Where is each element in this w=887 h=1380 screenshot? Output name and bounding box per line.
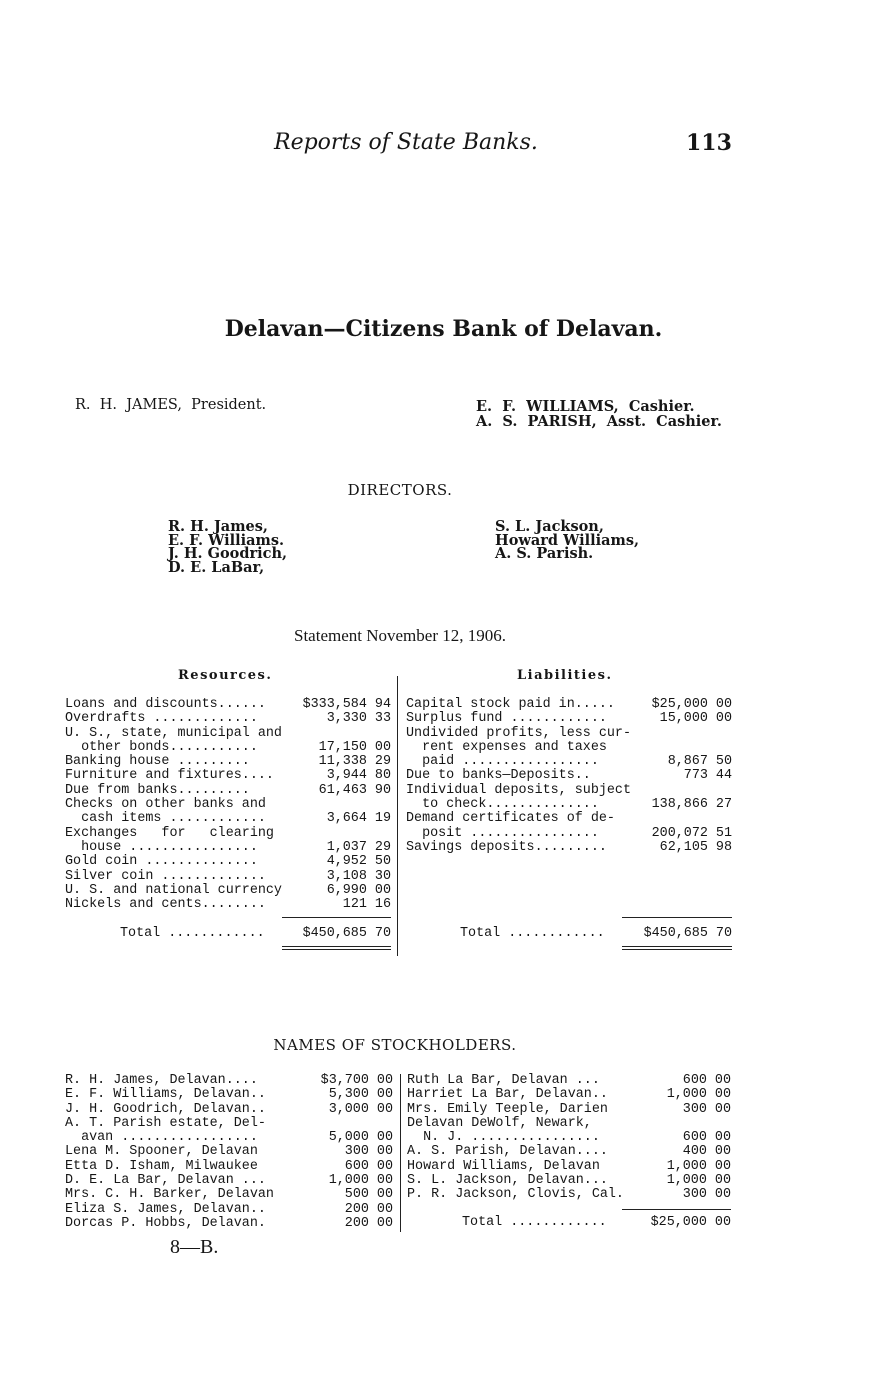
stockholder-amount: 5,300 00 [328, 1087, 393, 1103]
row-value: 773 44 [683, 768, 732, 784]
list-item [407, 1145, 731, 1159]
list-item [65, 1074, 393, 1088]
row-value: 15,000 00 [659, 711, 732, 727]
assistant-cashier: A. S. PARISH, Asst. Cashier. [476, 413, 722, 430]
table-row [406, 755, 732, 769]
table-row [406, 741, 732, 755]
row-label: Overdrafts ............. [65, 711, 258, 727]
column-divider [397, 676, 398, 956]
table-row [65, 855, 391, 869]
stockholders-heading: NAMES OF STOCKHOLDERS. [273, 1036, 517, 1054]
list-item [407, 1160, 731, 1174]
list-item [65, 1103, 393, 1117]
stockholders-left-list [65, 1074, 393, 1231]
table-row [65, 841, 391, 855]
row-label: U. S. and national currency [65, 882, 282, 898]
row-label: Silver coin ............. [65, 868, 266, 884]
director-name: D. E. LaBar, [168, 558, 265, 576]
list-item [407, 1174, 731, 1188]
row-label: Capital stock paid in..... [406, 697, 615, 712]
row-label: U. S., state, municipal and [65, 725, 282, 741]
row-label: Loans and discounts...... [65, 697, 266, 712]
table-row [406, 698, 732, 712]
row-label: Checks on other banks and [65, 797, 266, 813]
list-item [65, 1131, 393, 1145]
bank-title: Delavan—Citizens Bank of Delavan. [224, 316, 663, 342]
table-row [406, 769, 732, 783]
table-row [65, 712, 391, 726]
row-label: to check.............. [406, 797, 599, 813]
stockholders-total-rule [622, 1209, 731, 1210]
list-item [65, 1145, 393, 1159]
stockholder-amount: $3,700 00 [320, 1073, 393, 1088]
liabilities-total-rule [622, 917, 732, 918]
stockholder-name: A. S. Parish, Delavan.... [407, 1144, 608, 1160]
row-label: Nickels and cents........ [65, 897, 266, 913]
table-row [65, 870, 391, 884]
row-label: rent expenses and taxes [406, 739, 607, 755]
row-value: 4,952 50 [326, 854, 391, 870]
row-label: house ................ [65, 839, 258, 855]
stockholders-right-list [407, 1074, 731, 1203]
stockholder-amount: 600 00 [344, 1158, 393, 1174]
table-row [65, 812, 391, 826]
president: R. H. JAMES, President. [75, 397, 267, 413]
row-value: 17,150 00 [318, 739, 391, 755]
table-row [65, 884, 391, 898]
list-item [407, 1088, 731, 1102]
stockholder-name: Howard Williams, Delavan [407, 1158, 600, 1174]
row-label: paid ................. [406, 754, 599, 770]
row-label: Savings deposits......... [406, 839, 607, 855]
row-value: $25,000 00 [651, 697, 732, 712]
row-value: 11,338 29 [318, 754, 391, 770]
liabilities-total-label: Total ............ [460, 926, 605, 941]
resources-total-value: $450,685 70 [302, 926, 391, 941]
table-row [65, 755, 391, 769]
row-label: Due to banks—Deposits.. [406, 768, 591, 784]
table-row [406, 712, 732, 726]
director-name: R. H. James, [168, 518, 268, 535]
stockholder-amount: 1,000 00 [666, 1158, 731, 1174]
stockholder-name: P. R. Jackson, Clovis, Cal. [407, 1187, 624, 1203]
table-row [406, 841, 732, 855]
row-label: Individual deposits, subject [406, 782, 631, 798]
row-label: Surplus fund ............ [406, 711, 607, 727]
director-name: E. F. Williams. [168, 531, 285, 549]
table-row [406, 784, 732, 798]
stockholder-amount: 300 00 [344, 1144, 393, 1160]
row-value: 3,330 33 [326, 711, 391, 727]
table-row [406, 798, 732, 812]
resources-total-rule [282, 917, 391, 918]
row-label: posit ................ [406, 825, 599, 841]
list-item [65, 1188, 393, 1202]
stockholder-name: A. T. Parish estate, Del- [65, 1115, 266, 1131]
director-name: A. S. Parish. [495, 545, 594, 562]
row-value: $333,584 94 [302, 697, 391, 712]
list-item [407, 1131, 731, 1145]
stockholder-name: Lena M. Spooner, Delavan [65, 1144, 258, 1160]
stockholders-total-value: $25,000 00 [650, 1215, 731, 1230]
row-value: 6,990 00 [326, 882, 391, 898]
list-item [65, 1203, 393, 1217]
list-item [407, 1117, 731, 1131]
list-item [65, 1117, 393, 1131]
signature-mark: 8—B. [170, 1236, 219, 1258]
list-item [407, 1074, 731, 1088]
stockholder-amount: 1,000 00 [328, 1173, 393, 1189]
table-row [65, 798, 391, 812]
table-row [65, 769, 391, 783]
liabilities-total-value: $450,685 70 [643, 926, 732, 941]
stockholder-name: J. H. Goodrich, Delavan.. [65, 1101, 266, 1117]
table-row [65, 898, 391, 912]
stockholder-name: R. H. James, Delavan.... [65, 1073, 258, 1088]
stockholders-divider [400, 1074, 401, 1232]
director-name: Howard Williams, [495, 531, 640, 549]
row-value: 62,105 98 [659, 839, 732, 855]
stockholder-name: Ruth La Bar, Delavan ... [407, 1073, 600, 1088]
stockholder-name: E. F. Williams, Delavan.. [65, 1087, 266, 1103]
stockholder-amount: 1,000 00 [666, 1173, 731, 1189]
stockholder-amount: 600 00 [682, 1130, 731, 1146]
list-item [407, 1103, 731, 1117]
stockholder-name: S. L. Jackson, Delavan... [407, 1173, 608, 1189]
stockholder-name: Harriet La Bar, Delavan.. [407, 1087, 608, 1103]
table-row [406, 812, 732, 826]
row-label: Banking house ......... [65, 754, 250, 770]
stockholder-name: Mrs. C. H. Barker, Delavan [65, 1187, 274, 1203]
stockholder-amount: 200 00 [344, 1201, 393, 1217]
table-row [65, 827, 391, 841]
stockholder-amount: 600 00 [682, 1073, 731, 1088]
row-label: Gold coin .............. [65, 854, 258, 870]
row-value: 3,108 30 [326, 868, 391, 884]
list-item [65, 1160, 393, 1174]
list-item [65, 1217, 393, 1231]
row-value: 3,664 19 [326, 811, 391, 827]
row-value: 121 16 [342, 897, 391, 913]
row-label: Furniture and fixtures.... [65, 768, 274, 784]
stockholder-amount: 3,000 00 [328, 1101, 393, 1117]
liabilities-table [406, 698, 732, 855]
table-row [406, 827, 732, 841]
stockholder-amount: 400 00 [682, 1144, 731, 1160]
stockholder-name: Etta D. Isham, Milwaukee [65, 1158, 258, 1174]
liabilities-double-rule [622, 946, 732, 950]
table-row [406, 727, 732, 741]
director-name: S. L. Jackson, [495, 518, 604, 535]
table-row [65, 727, 391, 741]
resources-total-label: Total ............ [120, 926, 265, 941]
row-value: 61,463 90 [318, 782, 391, 798]
stockholder-amount: 200 00 [344, 1215, 393, 1231]
row-label: Demand certificates of de- [406, 811, 615, 827]
statement-title: Statement November 12, 1906. [294, 626, 506, 645]
stockholder-amount: 500 00 [344, 1187, 393, 1203]
stockholder-name: Eliza S. James, Delavan.. [65, 1201, 266, 1217]
row-label: Due from banks......... [65, 782, 250, 798]
row-label: cash items ............ [65, 811, 266, 827]
directors-right-list [495, 520, 639, 561]
cashier: E. F. WILLIAMS, Cashier. [476, 398, 695, 415]
stockholder-name: Mrs. Emily Teeple, Darien [407, 1101, 608, 1117]
row-value: 138,866 27 [651, 797, 732, 813]
stockholders-total-label: Total ............ [462, 1215, 607, 1230]
list-item [407, 1188, 731, 1202]
stockholder-name: Dorcas P. Hobbs, Delavan. [65, 1215, 266, 1231]
row-label: Undivided profits, less cur- [406, 725, 631, 741]
directors-heading: DIRECTORS. [347, 481, 453, 499]
liabilities-heading: Liabilities. [517, 668, 613, 683]
table-row [65, 784, 391, 798]
row-label: Exchanges for clearing [65, 825, 274, 841]
row-value: 8,867 50 [667, 754, 732, 770]
stockholder-amount: 300 00 [682, 1187, 731, 1203]
stockholder-amount: 5,000 00 [328, 1130, 393, 1146]
row-value: 1,037 29 [326, 839, 391, 855]
stockholder-name: D. E. La Bar, Delavan ... [65, 1173, 266, 1189]
row-value: 200,072 51 [651, 825, 732, 841]
resources-double-rule [282, 946, 391, 950]
directors-left-list [168, 520, 287, 574]
stockholder-name: avan ................. [65, 1130, 258, 1146]
stockholder-name: Delavan DeWolf, Newark, [407, 1115, 592, 1131]
table-row [65, 698, 391, 712]
stockholder-name: N. J. ................ [407, 1130, 600, 1146]
director-name: J. H. Goodrich, [168, 545, 288, 562]
list-item [65, 1174, 393, 1188]
resources-table [65, 698, 391, 912]
table-row [65, 741, 391, 755]
stockholder-amount: 300 00 [682, 1101, 731, 1117]
row-value: 3,944 80 [326, 768, 391, 784]
resources-heading: Resources. [178, 668, 273, 683]
list-item [65, 1088, 393, 1102]
stockholder-amount: 1,000 00 [666, 1087, 731, 1103]
running-title: Reports of State Banks. [274, 130, 538, 155]
row-label: other bonds........... [65, 739, 258, 755]
page-number: 113 [686, 130, 732, 156]
